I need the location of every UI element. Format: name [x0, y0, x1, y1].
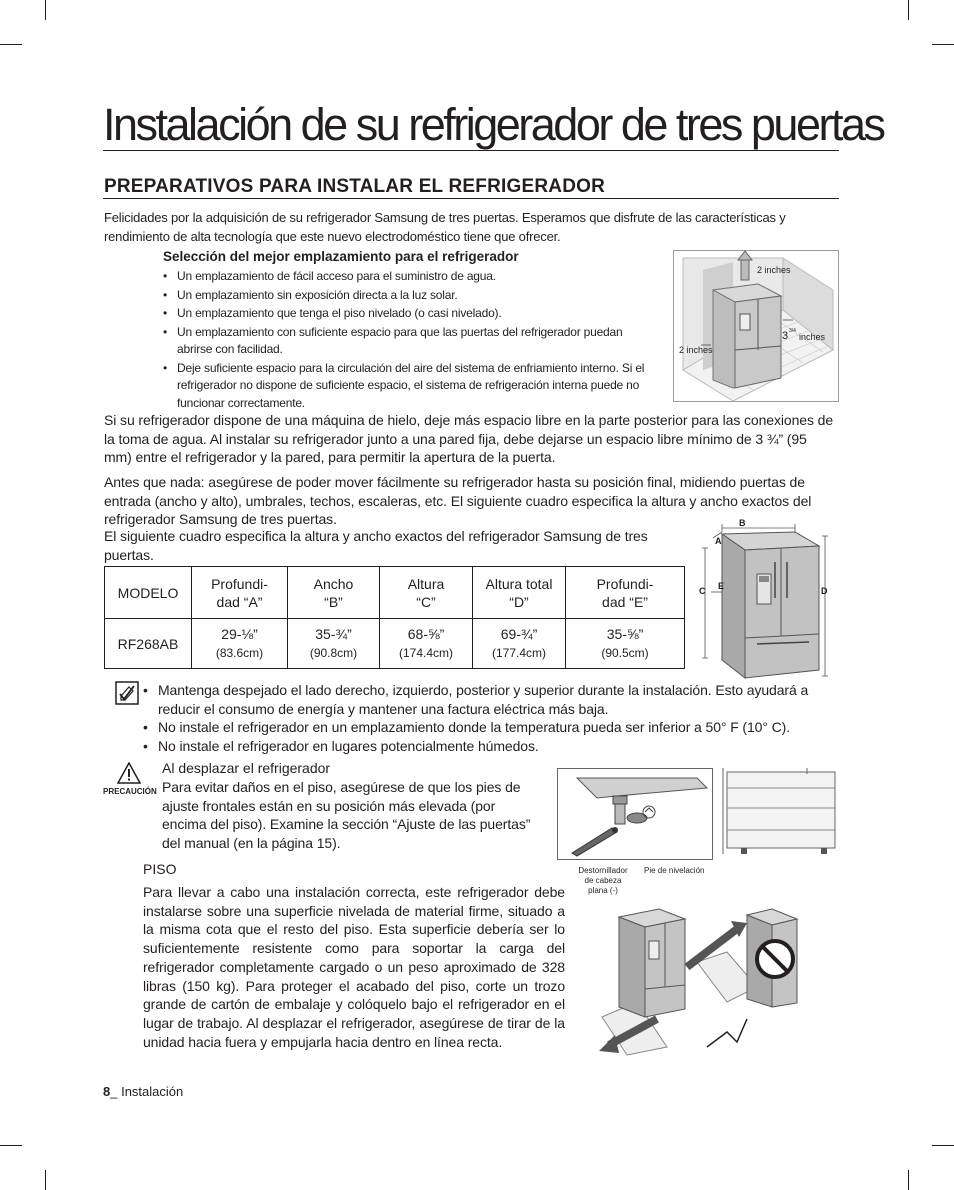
moving-paragraph: Antes que nada: asegúrese de poder mover fácilmente su refrigerador hasta su posición final, midiendo puertas de entrada (ancho y alto), umbrales, techos, escaleras, etc. El siguiente cuadro especifica la altura y ancho exactos del refrigerador Samsung de tres puertas.	[104, 474, 812, 527]
table-header-cell: MODELO	[105, 567, 192, 619]
table-cell: 35-⅝” (90.5cm)	[566, 619, 685, 669]
table-cell: 35-¾” (90.8cm)	[288, 619, 380, 669]
crop-mark	[932, 44, 954, 45]
location-list	[163, 268, 653, 413]
table-cell: RF268AB	[105, 619, 192, 669]
list-item: • Deje suficiente espacio para la circulación del aire del sistema de enfriamiento interno. Si el refrigerador no dispone de suficiente espacio, el sistema de refrigeración interna puede no funcionar correctamente.	[163, 360, 653, 413]
list-item: • No instale el refrigerador en lugares potencialmente húmedos.	[143, 737, 843, 756]
section-rule	[103, 198, 839, 199]
screwdriver-label: Destornillador de cabeza plana (-)	[578, 866, 628, 895]
crop-mark	[908, 0, 909, 20]
floor-text: Para llevar a cabo una instalación correcta, este refrigerador debe instalarse sobre una superficie nivelada de material firme, situado a la misma cota que el resto del piso. Esta superficie debería ser lo suficientemente resistente como para soportar la carga del refrigerador completamente cargado o un peso aproximado de 328 libras (150 kg). Para proteger el acabado del piso, corte un trozo grande de cartón de embalaje y colóquelo bajo el refrigerador en el lugar de trabajo. Al desplazar el refrigerador, asegúrese de tirar de la unidad hacia fuera y empujarla hacia dentro en línea recta.	[143, 884, 565, 1050]
page-number: 8	[103, 1084, 111, 1099]
table-header-cell: Altura total “D”	[473, 567, 566, 619]
section-heading: PREPARATIVOS PARA INSTALAR EL REFRIGERADOR	[104, 176, 606, 197]
moving-figure	[597, 907, 839, 1057]
dimension-label-e: E	[718, 581, 725, 591]
table-header-cell: Profundi- dad “A”	[192, 567, 288, 619]
footer-section: Instalación	[121, 1084, 184, 1099]
clearance-right-unit: inches	[799, 332, 826, 342]
crop-mark	[45, 1170, 46, 1190]
clearance-top-label: 2 inches	[757, 265, 791, 275]
table-header-row	[105, 567, 685, 619]
leveling-foot-label: Pie de nivelación	[644, 866, 705, 875]
crop-mark	[932, 1145, 954, 1146]
crop-mark	[0, 44, 22, 45]
table-header-cell: Profundi- dad “E”	[566, 567, 685, 619]
table-header-cell: Ancho “B”	[288, 567, 380, 619]
dimension-figure	[697, 518, 837, 681]
moving-refrigerator-illustration	[597, 907, 839, 1057]
caution-icon	[117, 762, 141, 784]
intro-paragraph: Felicidades por la adquisición de su refrigerador Samsung de tres puertas. Esperamos que disfrute de las características y rendimiento de alta tecnología que este nuevo electrodoméstico tiene que ofrecer.	[104, 210, 786, 244]
note-icon	[115, 681, 139, 705]
leveling-foot-illustration	[557, 768, 840, 860]
table-cell: 68-⅝” (174.4cm)	[380, 619, 473, 669]
notes-list	[143, 681, 843, 755]
location-heading: Selección del mejor emplazamiento para el refrigerador	[163, 249, 519, 264]
caution-heading: Al desplazar el refrigerador	[162, 760, 331, 776]
clearance-right-fraction: 3/4	[789, 328, 796, 334]
crop-mark	[45, 0, 46, 20]
dimensions-table	[104, 566, 685, 669]
footer-separator: _	[110, 1084, 122, 1099]
page-title: Instalación de su refrigerador de tres puertas	[103, 99, 884, 150]
caution-label: PRECAUCIÓN	[103, 787, 157, 796]
list-item: • Mantenga despejado el lado derecho, izquierdo, posterior y superior durante la instalación. Esto ayudará a reducir el consumo de energía y mantener una factura eléctrica más baja.	[143, 681, 843, 718]
floor-heading: PISO	[143, 861, 177, 877]
list-item: • Un emplazamiento que tenga el piso nivelado (o casi nivelado).	[163, 305, 653, 323]
table-header-cell: Altura “C”	[380, 567, 473, 619]
title-rule	[103, 150, 839, 151]
clearance-right-number: 3	[782, 330, 789, 342]
caution-text: Para evitar daños en el piso, asegúrese de que los pies de ajuste frontales están en su posición más elevada (por encima del piso). Examine la sección “Ajuste de las puertas” del manual (en la página 15).	[162, 779, 531, 851]
dimension-label-b: B	[739, 518, 746, 528]
clearance-left-label: 2 inches	[679, 345, 713, 355]
crop-mark	[908, 1170, 909, 1190]
list-item: • No instale el refrigerador en un emplazamiento donde la temperatura pueda ser inferior a 50° F (10° C).	[143, 718, 843, 737]
clearance-illustration	[673, 250, 839, 402]
list-item: • Un emplazamiento sin exposición directa a la luz solar.	[163, 287, 653, 305]
dimension-label-c: C	[699, 586, 706, 596]
table-intro-paragraph: El siguiente cuadro especifica la altura y ancho exactos del refrigerador Samsung de tres puertas.	[104, 528, 648, 563]
clearance-figure	[673, 250, 839, 402]
table-cell: 29-⅛” (83.6cm)	[192, 619, 288, 669]
list-item: • Un emplazamiento con suficiente espacio para que las puertas del refrigerador puedan abrirse con facilidad.	[163, 324, 653, 359]
dimension-label-a: A	[715, 536, 722, 546]
ice-maker-paragraph: Si su refrigerador dispone de una máquina de hielo, deje más espacio libre en la parte posterior para las conexiones de la toma de agua. Al instalar su refrigerador junto a una pared fija, debe dejarse un espacio libre mínimo de 3 ¾” (95 mm) entre el refrigerador y la pared, para permitir la apertura de la puerta.	[104, 412, 834, 465]
leveling-figure	[557, 768, 840, 860]
table-cell: 69-¾” (177.4cm)	[473, 619, 566, 669]
table-row	[105, 619, 685, 669]
page-footer	[103, 1084, 183, 1099]
crop-mark	[0, 1145, 22, 1146]
dimension-label-d: D	[821, 586, 828, 596]
list-item: • Un emplazamiento de fácil acceso para el suministro de agua.	[163, 268, 653, 286]
